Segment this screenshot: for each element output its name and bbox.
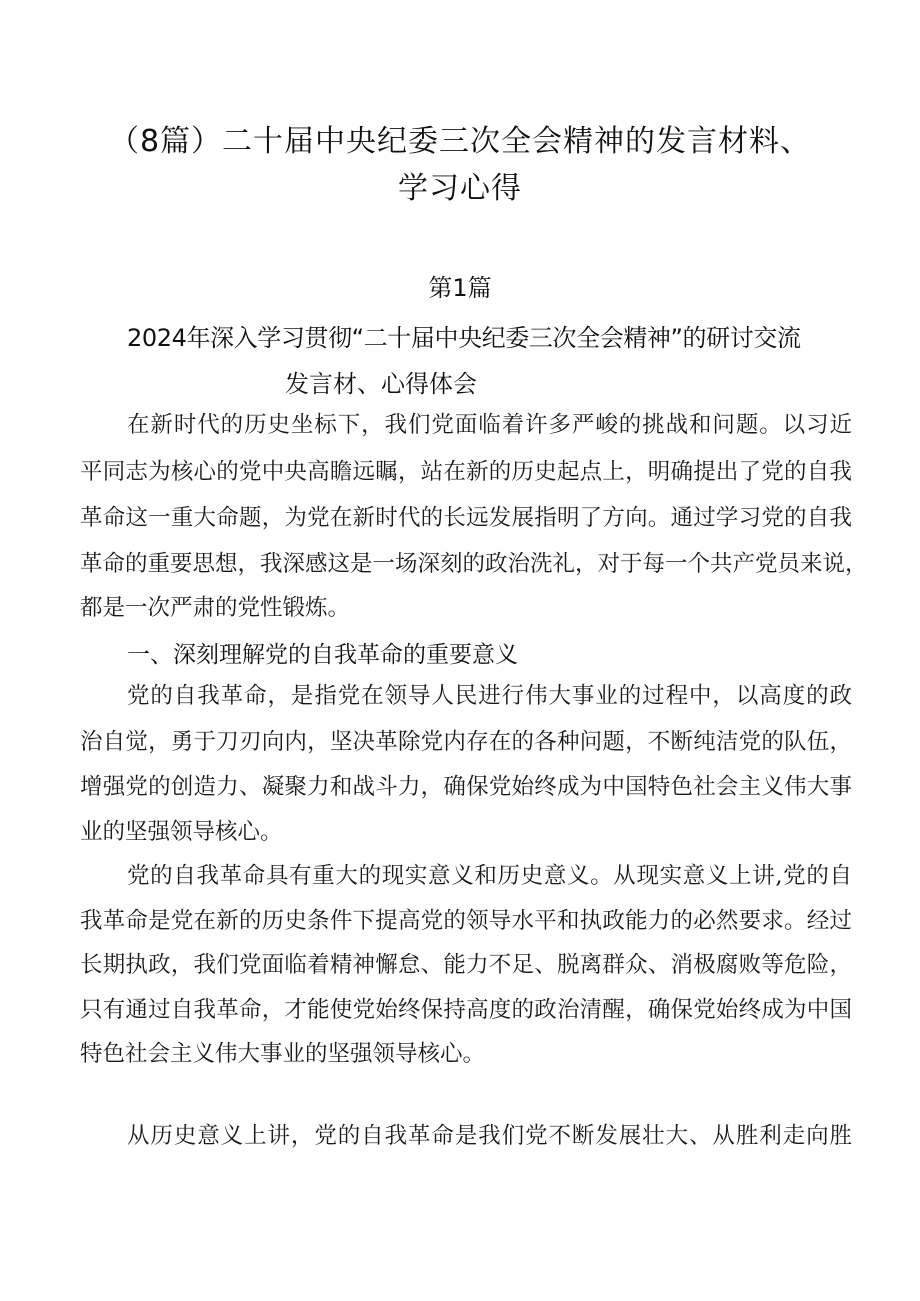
subtitle-line-2: 发言材、心得体会: [285, 370, 477, 398]
paragraph-3-line: 长期执政，我们党面临着精神懈怠、能力不足、脱离群众、消极腐败等危险，: [80, 952, 852, 978]
paragraph-1-line: 革命的重要思想，我深感这是一场深刻的政治洗礼，对于每一个共产党员来说，: [80, 551, 868, 577]
paragraph-4-line: 从历史意义上讲，党的自我革命是我们党不断发展壮大、从胜利走向胜: [127, 1123, 852, 1149]
section-label: 第1篇: [428, 274, 492, 302]
paragraph-1-line: 革命这一重大命题，为党在新时代的长远发展指明了方向。通过学习党的自我: [80, 505, 852, 531]
paragraph-3-line: 只有通过自我革命，才能使党始终保持高度的政治清醒，确保党始终成为中国: [80, 997, 852, 1023]
paragraph-3-line: 特色社会主义伟大事业的坚强领导核心。: [80, 1041, 486, 1067]
heading-1: 一、深刻理解党的自我革命的重要意义: [127, 642, 518, 668]
paragraph-2-line: 增强党的创造力、凝聚力和战斗力，确保党始终成为中国特色社会主义伟大事: [80, 774, 852, 800]
paragraph-1-line: 在新时代的历史坐标下，我们党面临着许多严峻的挑战和问题。以习近: [127, 412, 852, 438]
document-title-line-2: 学习心得: [398, 171, 522, 206]
subtitle-line-1: 2024年深入学习贯彻“二十届中央纪委三次全会精神”的研讨交流: [127, 324, 801, 352]
paragraph-2-line: 党的自我革命，是指党在领导人民进行伟大事业的过程中，以高度的政: [127, 683, 852, 709]
paragraph-1-line: 平同志为核心的党中央高瞻远瞩，站在新的历史起点上，明确提出了党的自我: [80, 459, 852, 485]
document-title-line-1: （8篇）二十届中央纪委三次全会精神的发言材料、: [108, 124, 812, 159]
paragraph-3-line: 我革命是党在新的历史条件下提高党的领导水平和执政能力的必然要求。经过: [80, 908, 852, 934]
paragraph-3-line: 党的自我革命具有重大的现实意义和历史意义。从现实意义上讲,党的自: [127, 863, 852, 889]
paragraph-2-line: 治自觉，勇于刀刃向内，坚决革除党内存在的各种问题，不断纯洁党的队伍，: [80, 729, 852, 755]
paragraph-2-line: 业的坚强领导核心。: [80, 819, 283, 845]
paragraph-1-line: 都是一次严肃的党性锻炼。: [80, 595, 351, 621]
